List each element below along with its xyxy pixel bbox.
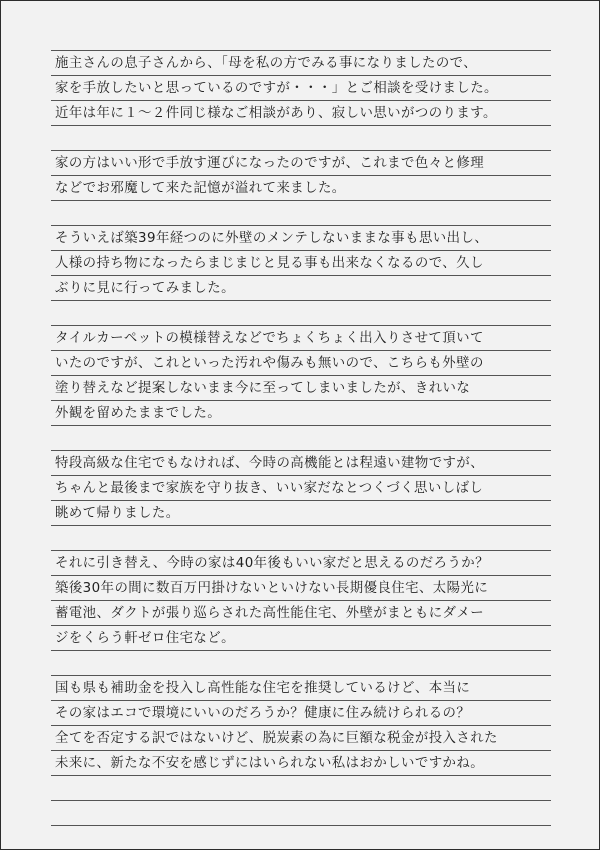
ruled-line: その家はエコで環境にいいのだろうか？健康に住み続けられるの？ — [51, 701, 551, 726]
ruled-line: 人様の持ち物になったらまじまじと見る事も出来なくなるので、久し — [51, 251, 551, 276]
ruled-line: ちゃんと最後まで家族を守り抜き、いい家だなとつくづく思いしばし — [51, 476, 551, 501]
ruled-line: いたのですが、これといった汚れや傷みも無いので、こちらも外壁の — [51, 351, 551, 376]
ruled-line: 施主さんの息子さんから、「母を私の方でみる事になりましたので、 — [51, 51, 551, 76]
ruled-line — [51, 301, 551, 326]
ruled-line: 国も県も補助金を投入し高性能な住宅を推奨しているけど、本当に — [51, 676, 551, 701]
ruled-line — [51, 426, 551, 451]
ruled-line: それに引き替え、今時の家は40年後もいい家だと思えるのだろうか？ — [51, 551, 551, 576]
ruled-line: 未来に、新たな不安を感じずにはいられない私はおかしいですかね。 — [51, 751, 551, 776]
ruled-line: ぶりに見に行ってみました。 — [51, 276, 551, 301]
ruled-line: 家を手放したいと思っているのですが・・・」とご相談を受けました。 — [51, 76, 551, 101]
ruled-line: などでお邪魔して来た記憶が溢れて来ました。 — [51, 176, 551, 201]
ruled-line: 塗り替えなど提案しないまま今に至ってしまいましたが、きれいな — [51, 376, 551, 401]
ruled-line: タイルカーペットの模様替えなどでちょくちょく出入りさせて頂いて — [51, 326, 551, 351]
ruled-line — [51, 801, 551, 826]
ruled-line: ジをくらう軒ゼロ住宅など。 — [51, 626, 551, 651]
ruled-line: そういえば築39年経つのに外壁のメンテしないままな事も思い出し、 — [51, 226, 551, 251]
ruled-line: 全てを否定する訳ではないけど、脱炭素の為に巨額な税金が投入された — [51, 726, 551, 751]
ruled-text-block — [51, 26, 551, 826]
ruled-line: 近年は年に１～２件同じ様なご相談があり、寂しい思いがつのります。 — [51, 101, 551, 126]
ruled-line: 家の方はいい形で手放す運びになったのですが、これまで色々と修理 — [51, 151, 551, 176]
ruled-line: 外観を留めたままでした。 — [51, 401, 551, 426]
ruled-line — [51, 776, 551, 801]
ruled-line — [51, 26, 551, 51]
ruled-line: 特段高級な住宅でもなければ、今時の高機能とは程遠い建物ですが、 — [51, 451, 551, 476]
ruled-line — [51, 651, 551, 676]
ruled-line: 蓄電池、ダクトが張り巡らされた高性能住宅、外壁がまともにダメー — [51, 601, 551, 626]
ruled-line — [51, 126, 551, 151]
ruled-line — [51, 201, 551, 226]
ruled-line: 築後30年の間に数百万円掛けないといけない長期優良住宅、太陽光に — [51, 576, 551, 601]
ruled-line — [51, 526, 551, 551]
ruled-line: 眺めて帰りました。 — [51, 501, 551, 526]
